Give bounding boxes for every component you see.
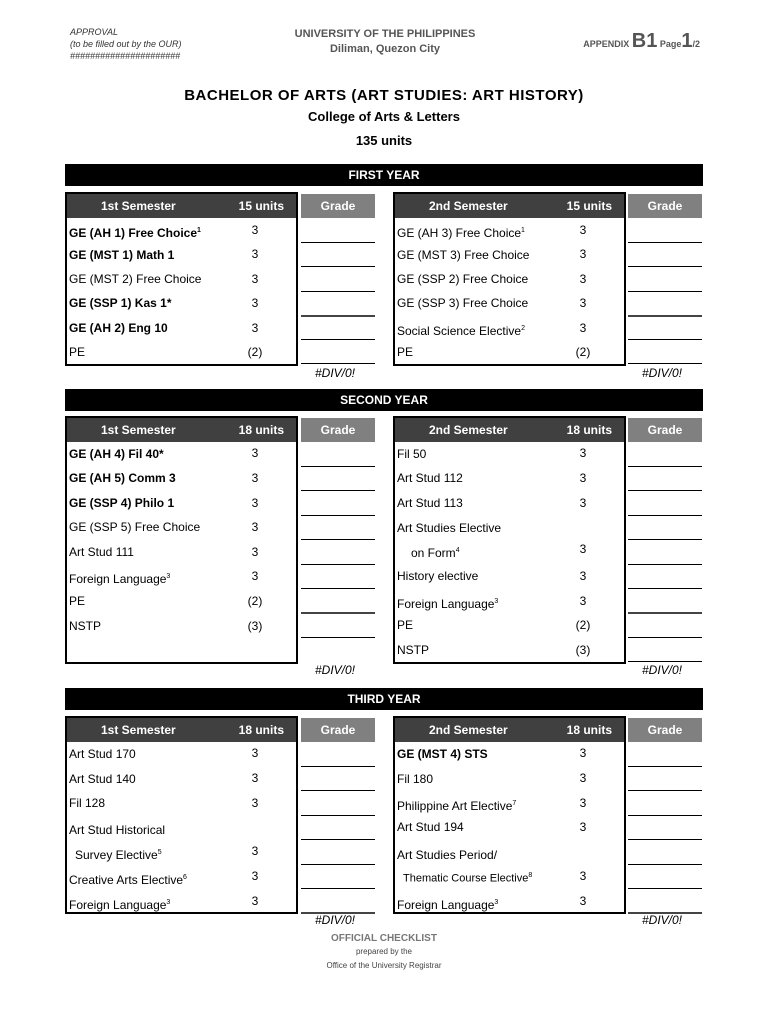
course-name: PE [69, 594, 86, 608]
page-number: 1 [681, 30, 693, 52]
grade-input-line[interactable] [628, 888, 702, 889]
course-name: Foreign Language$^3$ [397, 898, 499, 912]
grade-input-line[interactable] [301, 564, 375, 565]
course-name: GE (MST 1) Math 1 [69, 248, 175, 262]
course-units: 3 [251, 272, 259, 286]
grade-input-line[interactable] [301, 766, 375, 767]
semester-header [67, 418, 296, 442]
course-name: Foreign Language$^3$ [69, 898, 171, 912]
course-units: (3) [575, 643, 591, 657]
footer-prepared-by: prepared by the [355, 947, 413, 956]
grade-input-line[interactable] [628, 766, 702, 767]
course-name: GE (SSP 1) Kas 1* [69, 296, 172, 310]
total-units: 135 units [355, 133, 413, 148]
course-units: 3 [579, 894, 587, 908]
course-units: 3 [251, 869, 259, 883]
grade-input-line[interactable] [628, 564, 702, 565]
semester-box-y1-s2 [393, 192, 626, 366]
year-bar-third: THIRD YEAR [65, 688, 703, 710]
course-name: GE (AH 5) Comm 3 [69, 471, 176, 485]
semester-units: 18 units [566, 423, 612, 437]
approval-label: APPROVAL [70, 27, 119, 37]
grade-input-line[interactable] [628, 242, 702, 243]
course-name: Art Stud Historical [69, 823, 166, 837]
course-units: 3 [579, 796, 587, 810]
grade-column-header: Grade [301, 418, 375, 442]
semester-box-y2-s1 [65, 416, 298, 664]
course-units: 3 [251, 247, 259, 261]
page-label: Page [659, 39, 682, 49]
course-name: Fil 50 [397, 447, 427, 461]
grade-input-line[interactable] [301, 864, 375, 865]
grade-input-line[interactable] [301, 266, 375, 267]
course-units: (2) [575, 345, 591, 359]
course-name: Foreign Language$^3$ [397, 597, 499, 611]
gpa-result: #DIV/0! [315, 366, 356, 380]
grade-input-line[interactable] [301, 466, 375, 467]
course-units: (2) [247, 345, 263, 359]
grade-input-line[interactable] [301, 339, 375, 340]
grade-input-line[interactable] [628, 612, 702, 614]
grade-input-line[interactable] [301, 637, 375, 638]
appendix-code: B1 [631, 30, 658, 52]
course-name: GE (MST 3) Free Choice [397, 248, 530, 262]
grade-input-line[interactable] [628, 588, 702, 589]
grade-input-line[interactable] [628, 815, 702, 816]
course-name: NSTP [69, 619, 102, 633]
course-name: History elective [397, 569, 479, 583]
appendix-text: APPENDIX [583, 39, 630, 49]
course-name: on Form$^4$ [411, 546, 460, 560]
college-name: College of Arts & Letters [308, 109, 460, 124]
footer-office: Office of the University Registrar [326, 961, 442, 970]
course-units: 3 [251, 771, 259, 785]
semester-box-y1-s1 [65, 192, 298, 366]
grade-input-line[interactable] [301, 588, 375, 589]
grade-input-line[interactable] [301, 515, 375, 516]
course-name: Creative Arts Elective$^6$ [69, 873, 187, 887]
course-name: PE [397, 345, 414, 359]
appendix-label [583, 30, 700, 53]
semester-units: 15 units [566, 199, 612, 213]
gpa-result: #DIV/0! [315, 913, 356, 927]
grade-input-line[interactable] [301, 291, 375, 292]
course-name: Art Stud 113 [397, 496, 463, 510]
semester-box-y3-s2 [393, 716, 626, 914]
grade-column-header: Grade [628, 718, 702, 742]
course-units: (2) [247, 594, 263, 608]
semester-units: 15 units [238, 199, 284, 213]
course-name: Philippine Art Elective$^7$ [397, 799, 517, 813]
course-name: GE (SSP 4) Philo 1 [69, 496, 175, 510]
page-total: /2 [692, 39, 700, 49]
grade-input-line[interactable] [628, 490, 702, 491]
university-location: Diliman, Quezon City [329, 43, 440, 55]
course-units: 3 [251, 545, 259, 559]
footer-title: OFFICIAL CHECKLIST [331, 933, 437, 944]
course-units: 3 [579, 594, 587, 608]
course-units: 3 [251, 496, 259, 510]
grade-column-header: Grade [628, 418, 702, 442]
course-units: 3 [579, 296, 587, 310]
course-units: 3 [251, 446, 259, 460]
grade-input-line[interactable] [628, 266, 702, 267]
course-name: GE (AH 4) Fil 40* [69, 447, 164, 461]
approval-note [70, 26, 182, 62]
semester-name: 2nd Semester [429, 723, 508, 737]
course-name: Art Stud 111 [69, 545, 134, 559]
semester-box-y2-s2 [393, 416, 626, 664]
approval-instruction: (to be filled out by the OUR) [70, 39, 182, 49]
gpa-result: #DIV/0! [642, 913, 683, 927]
course-units: 3 [579, 820, 587, 834]
course-name: Art Studies Elective [397, 521, 502, 535]
grade-input-line[interactable] [628, 637, 702, 638]
course-name: GE (MST 4) STS [397, 747, 488, 761]
grade-input-line[interactable] [628, 839, 702, 840]
course-units: 3 [251, 844, 259, 858]
course-units: 3 [579, 542, 587, 556]
grade-input-line[interactable] [628, 363, 702, 364]
grade-column-header: Grade [301, 718, 375, 742]
semester-name: 2nd Semester [429, 199, 508, 213]
course-units: 3 [579, 569, 587, 583]
course-units: 3 [251, 569, 259, 583]
semester-units: 18 units [238, 723, 284, 737]
course-name: Art Stud 170 [69, 747, 136, 761]
grade-input-line[interactable] [301, 490, 375, 491]
grade-input-line[interactable] [301, 888, 375, 889]
program-title: BACHELOR OF ARTS (ART STUDIES: ART HISTORY) [184, 87, 584, 104]
course-name: Survey Elective$^5$ [75, 848, 162, 862]
semester-header [67, 718, 296, 742]
year-bar-first: FIRST YEAR [65, 164, 703, 186]
course-units: 3 [579, 223, 587, 237]
course-name: GE (AH 1) Free Choice$^1$ [69, 226, 201, 240]
course-name: PE [397, 618, 414, 632]
grade-input-line[interactable] [301, 815, 375, 816]
grade-input-line[interactable] [301, 539, 375, 540]
course-units: 3 [251, 796, 259, 810]
course-units: 3 [579, 746, 587, 760]
course-name: GE (AH 3) Free Choice$^1$ [397, 226, 525, 240]
university-name: UNIVERSITY OF THE PHILIPPINES [294, 28, 476, 40]
course-name: GE (SSP 3) Free Choice [397, 296, 529, 310]
course-name: Art Stud 140 [69, 772, 136, 786]
semester-name: 1st Semester [101, 199, 176, 213]
course-units: 3 [251, 746, 259, 760]
course-name: GE (AH 2) Eng 10 [69, 321, 168, 335]
course-units: (3) [247, 619, 263, 633]
grade-column-header: Grade [628, 194, 702, 218]
grade-input-line[interactable] [301, 839, 375, 840]
semester-units: 18 units [566, 723, 612, 737]
course-units: 3 [579, 771, 587, 785]
semester-units: 18 units [238, 423, 284, 437]
grade-input-line[interactable] [301, 242, 375, 243]
grade-input-line[interactable] [628, 515, 702, 516]
course-units: 3 [579, 869, 587, 883]
course-units: (2) [575, 618, 591, 632]
approval-placeholder: ###################### [70, 51, 181, 61]
course-name: Thematic Course Elective$^8$ [403, 872, 533, 885]
semester-header [395, 418, 624, 442]
course-name: GE (MST 2) Free Choice [69, 272, 202, 286]
course-units: 3 [251, 471, 259, 485]
gpa-result: #DIV/0! [315, 663, 356, 677]
course-units: 3 [251, 223, 259, 237]
semester-header [67, 194, 296, 218]
grade-input-line[interactable] [628, 539, 702, 540]
grade-input-line[interactable] [301, 315, 375, 317]
course-name: NSTP [397, 643, 430, 657]
semester-name: 1st Semester [101, 723, 176, 737]
course-name: Foreign Language$^3$ [69, 572, 171, 586]
grade-input-line[interactable] [628, 661, 702, 662]
course-name: Art Stud 112 [397, 471, 463, 485]
year-bar-second: SECOND YEAR [65, 389, 703, 411]
grade-input-line[interactable] [628, 864, 702, 865]
course-name: Fil 128 [69, 796, 106, 810]
grade-input-line[interactable] [628, 315, 702, 317]
grade-input-line[interactable] [628, 339, 702, 340]
course-units: 3 [579, 496, 587, 510]
course-units: 3 [251, 894, 259, 908]
course-units: 3 [579, 471, 587, 485]
grade-input-line[interactable] [628, 291, 702, 292]
course-units: 3 [579, 247, 587, 261]
gpa-result: #DIV/0! [642, 366, 683, 380]
course-name: PE [69, 345, 86, 359]
course-name: Art Stud 194 [397, 820, 464, 834]
grade-input-line[interactable] [628, 790, 702, 791]
course-name: GE (SSP 2) Free Choice [397, 272, 529, 286]
gpa-result: #DIV/0! [642, 663, 683, 677]
course-name: Fil 180 [397, 772, 434, 786]
course-units: 3 [579, 272, 587, 286]
course-name: GE (SSP 5) Free Choice [69, 520, 201, 534]
grade-column-header: Grade [301, 194, 375, 218]
course-units: 3 [251, 321, 259, 335]
grade-input-line[interactable] [301, 790, 375, 791]
course-units: 3 [579, 321, 587, 335]
grade-input-line[interactable] [301, 363, 375, 364]
course-units: 3 [251, 520, 259, 534]
semester-box-y3-s1 [65, 716, 298, 914]
course-name: Social Science Elective$^2$ [397, 324, 525, 338]
course-units: 3 [579, 446, 587, 460]
course-name: Art Studies Period/ [397, 848, 498, 862]
grade-input-line[interactable] [301, 612, 375, 614]
semester-name: 2nd Semester [429, 423, 508, 437]
course-units: 3 [251, 296, 259, 310]
semester-header [395, 194, 624, 218]
semester-header [395, 718, 624, 742]
grade-input-line[interactable] [628, 466, 702, 467]
university-header [260, 27, 510, 57]
semester-name: 1st Semester [101, 423, 176, 437]
